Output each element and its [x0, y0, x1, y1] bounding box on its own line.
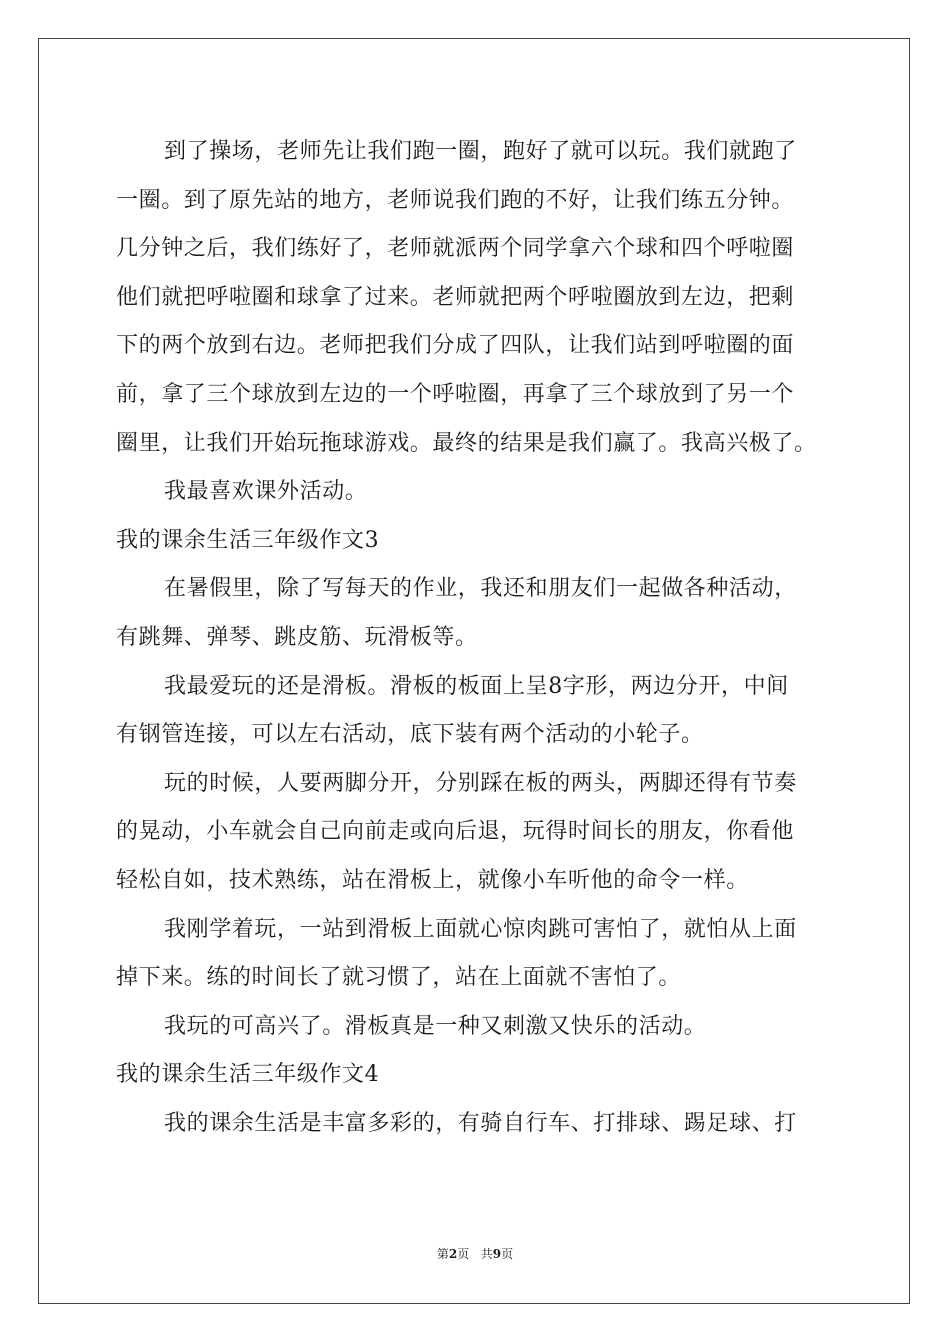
text-line: 圈里，让我们开始玩拖球游戏。最终的结果是我们赢了。我高兴极了。 [116, 430, 817, 456]
text-line: 我的课余生活是丰富多彩的，有骑自行车、打排球、踢足球、打 [164, 1110, 797, 1136]
text-line: 我玩的可高兴了。滑板真是一种又刺激又快乐的活动。 [164, 1013, 707, 1039]
text-line: 一圈。到了原先站的地方，老师说我们跑的不好，让我们练五分钟。 [116, 187, 795, 213]
text-line: 到了操场，老师先让我们跑一圈，跑好了就可以玩。我们就跑了 [164, 139, 797, 164]
text-line: 有钢管连接，可以左右活动，底下装有两个活动的小轮子。 [116, 722, 704, 748]
text-line: 有跳舞、弹琴、跳皮筋、玩滑板等。 [116, 624, 478, 650]
page-footer [0, 1246, 950, 1262]
text-line: 下的两个放到右边。老师把我们分成了四队，让我们站到呼啦圈的面 [116, 333, 795, 359]
section-heading: 我的课余生活三年级作文3 [116, 527, 380, 553]
text-line: 轻松自如，技术熟练，站在滑板上，就像小车听他的命令一样。 [116, 867, 749, 893]
page-suffix: 页 [501, 1247, 514, 1261]
text-line: 玩的时候，人要两脚分开，分别踩在板的两头，两脚还得有节奏 [164, 770, 797, 796]
text-line: 的晃动，小车就会自己向前走或向后退，玩得时间长的朋友，你看他 [116, 819, 795, 845]
current-page-number: 2 [448, 1247, 458, 1261]
text-line: 我最喜欢课外活动。 [164, 479, 368, 505]
text-line: 前，拿了三个球放到左边的一个呼啦圈，再拿了三个球放到了另一个 [116, 381, 795, 407]
document-body [116, 128, 856, 1148]
page-mid: 页 共 [457, 1247, 493, 1261]
section-heading: 我的课余生活三年级作文4 [116, 1062, 380, 1088]
text-line: 我最爱玩的还是滑板。滑板的板面上呈8字形，两边分开，中间 [164, 673, 789, 699]
text-line: 几分钟之后，我们练好了，老师就派两个同学拿六个球和四个呼啦圈 [116, 236, 795, 262]
page-prefix: 第 [436, 1247, 449, 1261]
text-line: 掉下来。练的时间长了就习惯了，站在上面就不害怕了。 [116, 965, 682, 991]
total-page-number: 9 [492, 1247, 502, 1261]
text-line: 我刚学着玩，一站到滑板上面就心惊肉跳可害怕了，就怕从上面 [164, 916, 797, 942]
text-line: 在暑假里，除了写每天的作业，我还和朋友们一起做各种活动， [164, 576, 797, 602]
text-line: 他们就把呼啦圈和球拿了过来。老师就把两个呼啦圈放到左边，把剩 [116, 284, 795, 310]
